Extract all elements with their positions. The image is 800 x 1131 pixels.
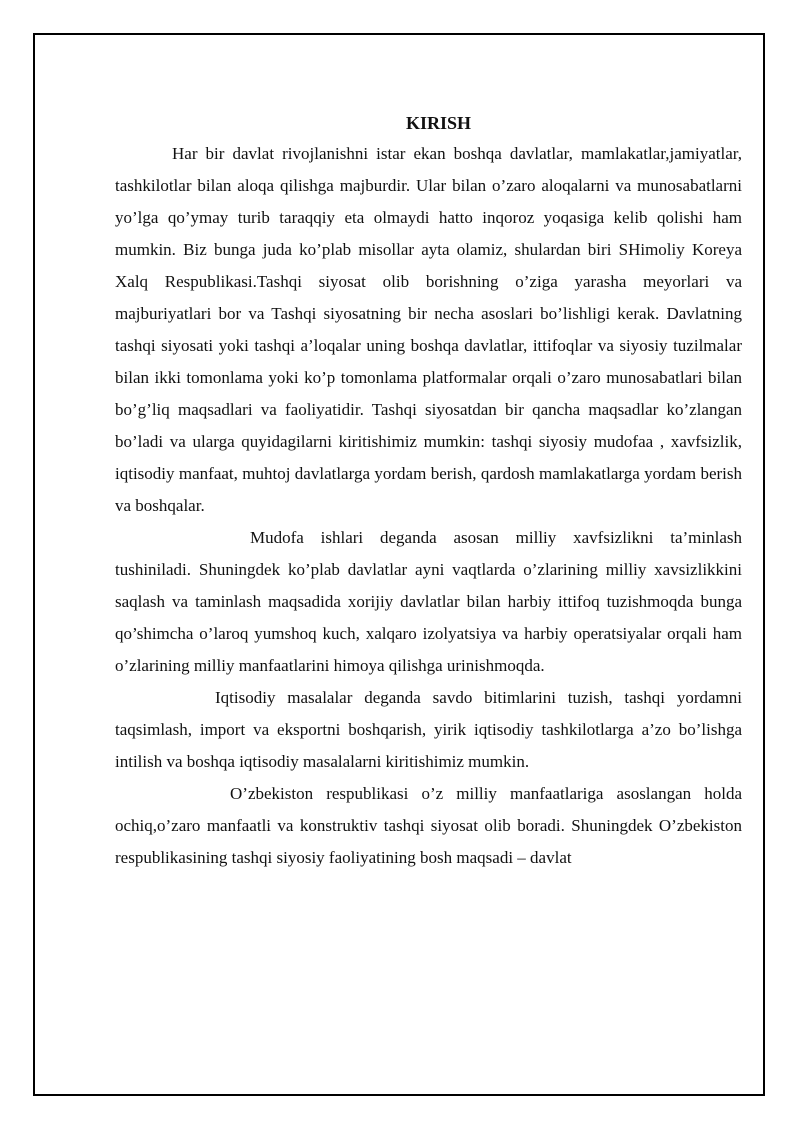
document-body [115, 108, 742, 874]
paragraph-uzbekistan: O’zbekiston respublikasi o’z milliy manfaatlariga asoslangan holda ochiq,o’zaro manfaatli va konstruktiv tashqi siyosat olib boradi. Shuningdek O’zbekiston respublikasining tashqi siyosiy faoliyatining bosh maqsadi – davlat [115, 784, 742, 867]
paragraph-defense: Mudofa ishlari deganda asosan milliy xavfsizlikni ta’minlash tushiniladi. Shuningdek ko’plab davlatlar ayni vaqtlarda o’zlarining milliy xavsizlikkini saqlash va taminlash maqsadida xorijiy davlatlar bilan harbiy ittifoq tuzishmoqda bunga qo’shimcha o’laroq yumshoq kuch, xalqaro izolyatsiya va harbiy operatsiyalar orqali ham o’zlarining milliy manfaatlarini himoya qilishga urinishmoqda. [115, 528, 742, 675]
page-title: KIRISH [405, 113, 472, 133]
paragraph-intro: Har bir davlat rivojlanishni istar ekan boshqa davlatlar, mamlakatlar,jamiyatlar, tashkilotlar bilan aloqa qilishga majburdir. Ular bilan o’zaro aloqalarni va munosabatlarni yo’lga qo’ymay turib taraqqiy eta olmaydi hatto inqoroz yoqasiga kelib qolishi ham mumkin. Biz bunga juda ko’plab misollar ayta olamiz, shulardan biri SHimoliy Koreya Xalq Respublikasi.Tashqi siyosat olib borishning o’ziga yarasha meyorlari va majburiyatlari bor va Tashqi siyosatning bir necha asoslari bo’lishligi kerak. Davlatning tashqi siyosati yoki tashqi a’loqalar uning boshqa davlatlar, ittifoqlar va siyosiy tuzilmalar bilan ikki tomonlama yoki ko’p tomonlama platformalar orqali o’zaro munosabatlari bilan bo’g’liq maqsadlari va faoliyatidir. Tashqi siyosatdan bir qancha maqsadlar ko’zlangan bo’ladi va ularga quyidagilarni kiritishimiz mumkin: tashqi siyosiy mudofaa , xavfsizlik, iqtisodiy manfaat, muhtoj davlatlarga yordam berish, qardosh mamlakatlarga yordam berish va boshqalar. [115, 144, 742, 515]
paragraph-economy: Iqtisodiy masalalar deganda savdo bitimlarini tuzish, tashqi yordamni taqsimlash, import va eksportni boshqarish, yirik iqtisodiy tashkilotlarga a’zo bo’lishga intilish va boshqa iqtisodiy masalalarni kiritishimiz mumkin. [115, 688, 742, 771]
